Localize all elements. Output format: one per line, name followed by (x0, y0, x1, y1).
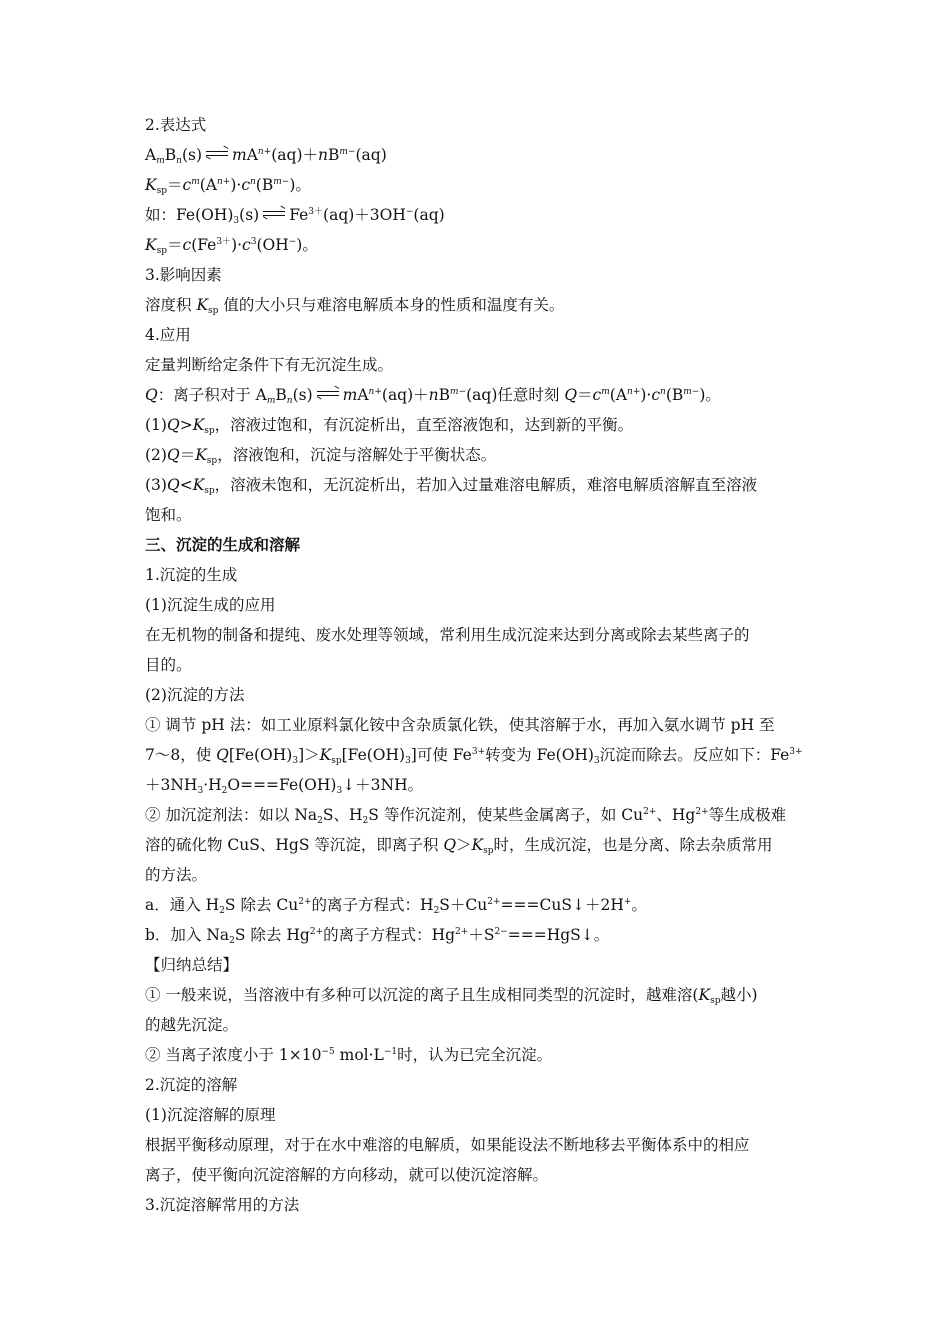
reaction-a: a．通入 $H_2S$ 除去 $Cu^{2+}$的离子方程式：$H_2S+Cu^{2+}===CuS↓+2H^+$。 (145, 896, 647, 916)
case-q-equal-text: ，溶液饱和，沉淀与溶解处于平衡状态。 (217, 446, 497, 464)
application-text: 定量判断给定条件下有无沉淀生成。 (145, 356, 394, 374)
heading-dissolution: 2.沉淀的溶解 (145, 1076, 238, 1094)
method-reagent-line1: ② 加沉淀剂法：如以 $Na_2S$、$H_2S$ 等作沉淀剂，使某些金属离子，如 $Cu^{2+}$、$Hg^{2+}$等生成极难 (145, 806, 787, 826)
method-reagent-line3: 的方法。 (145, 866, 208, 884)
case-q-greater-text: ，溶液过饱和，有沉淀析出，直至溶液饱和，达到新的平衡。 (214, 416, 634, 434)
factors-text-rest: 值的大小只与难溶电解质本身的性质和温度有关。 (223, 296, 565, 314)
case-q-less-cont: 饱和。 (145, 506, 192, 524)
method-ph-line3: $+3NH_3\cdot H_2O===Fe(OH)_3↓+3NH$。 (145, 776, 424, 796)
summary-1-cont: 的越先沉淀。 (145, 1016, 239, 1034)
equilibrium-arrow-icon (315, 389, 341, 399)
section-heading-3: 三、沉淀的生成和溶解 (145, 535, 301, 554)
subheading-formation-app: (1)沉淀生成的应用 (145, 596, 276, 614)
equilibrium-arrow-icon (261, 209, 287, 219)
case-q-greater: $(1)Q>K_{sp}$，溶液过饱和，有沉淀析出，直至溶液饱和，达到新的平衡。 (145, 416, 634, 436)
equation-general: $A_mB_n(s)$ $mA^{n+}(aq)+nB^{m-}(aq)$ (145, 146, 387, 166)
case-q-less-text: ，溶液未饱和，无沉淀析出，若加入过量难溶电解质，难溶电解质溶解直至溶液 (214, 476, 758, 494)
heading-dissolution-methods: 3.沉淀溶解常用的方法 (145, 1196, 300, 1214)
equilibrium-arrow-icon (204, 149, 230, 159)
formation-app-text-cont: 目的。 (145, 656, 192, 674)
factors-text: 溶度积 $K_{sp}$ 值的大小只与难溶电解质本身的性质和温度有关。 (145, 296, 565, 316)
summary-heading: 【归纳总结】 (145, 956, 239, 974)
heading-application: 4.应用 (145, 326, 191, 344)
reaction-b: b．加入 $Na_2S$ 除去 $Hg^{2+}$的离子方程式：$Hg^{2+}+S^{2-}===HgS↓$。 (145, 926, 610, 946)
method-ph-line1: ① 调节 pH 法：如工业原料氯化铵中含杂质氯化铁，使其溶解于水，再加入氨水调节 pH 至 (145, 716, 775, 734)
heading-factors: 3.影响因素 (145, 266, 222, 284)
case-q-less: $(3)Q<K_{sp}$，溶液未饱和，无沉淀析出，若加入过量难溶电解质，难溶电解质溶解直至溶液 (145, 476, 758, 496)
ksp-general: $K_{sp}=c^m(A^{n+})\cdot c^n(B^{m-})$。 (145, 176, 311, 196)
document-page (145, 110, 810, 1220)
example-equation: 如：$Fe(OH)_3(s)$ $Fe^{3+}(aq)+3OH^-(aq)$ (145, 206, 445, 226)
q-definition: Q：离子积对于 $A_mB_n(s)$ $mA^{n+}(aq)+nB^{m-}(aq)$任意时刻 $Q=c^m(A^{n+})\cdot c^n(B^{m-})$。 (145, 386, 721, 406)
formation-app-text: 在无机物的制备和提纯、废水处理等领域，常利用生成沉淀来达到分离或除去某些离子的 (145, 626, 750, 644)
dissolution-text: 根据平衡移动原理，对于在水中难溶的电解质，如果能设法不断地移去平衡体系中的相应 (145, 1136, 750, 1154)
heading-expression: 2.表达式 (145, 116, 207, 134)
dissolution-text-cont: 离子，使平衡向沉淀溶解的方向移动，就可以使沉淀溶解。 (145, 1166, 549, 1184)
summary-2: ② 当离子浓度小于 $1\times 10^{-5}$ $mol\cdot L^{-1}$时，认为已完全沉淀。 (145, 1046, 553, 1064)
case-q-equal: $(2)Q=K_{sp}$，溶液饱和，沉淀与溶解处于平衡状态。 (145, 446, 497, 466)
summary-1: ① 一般来说，当溶液中有多种可以沉淀的离子且生成相同类型的沉淀时，越难溶($K_{sp}$越小) (145, 986, 758, 1006)
subheading-methods: (2)沉淀的方法 (145, 686, 245, 704)
method-reagent-line2: 溶的硫化物 CuS、HgS 等沉淀，即离子积 $Q>K_{sp}$时，生成沉淀，也是分离、除去杂质常用 (145, 836, 773, 856)
method-ph-line2: 7～8，使 $Q[Fe(OH)_3]>K_{sp}[Fe(OH)_3]$可使 $Fe^{3+}$转变为 $Fe(OH)_3$沉淀而除去。反应如下：$Fe^{3+}$ (145, 746, 803, 766)
subheading-dissolution-principle: (1)沉淀溶解的原理 (145, 1106, 276, 1124)
example-ksp: $K_{sp}=c(Fe^{3+})\cdot c^3(OH^-)$。 (145, 236, 318, 256)
heading-precip-formation: 1.沉淀的生成 (145, 566, 238, 584)
